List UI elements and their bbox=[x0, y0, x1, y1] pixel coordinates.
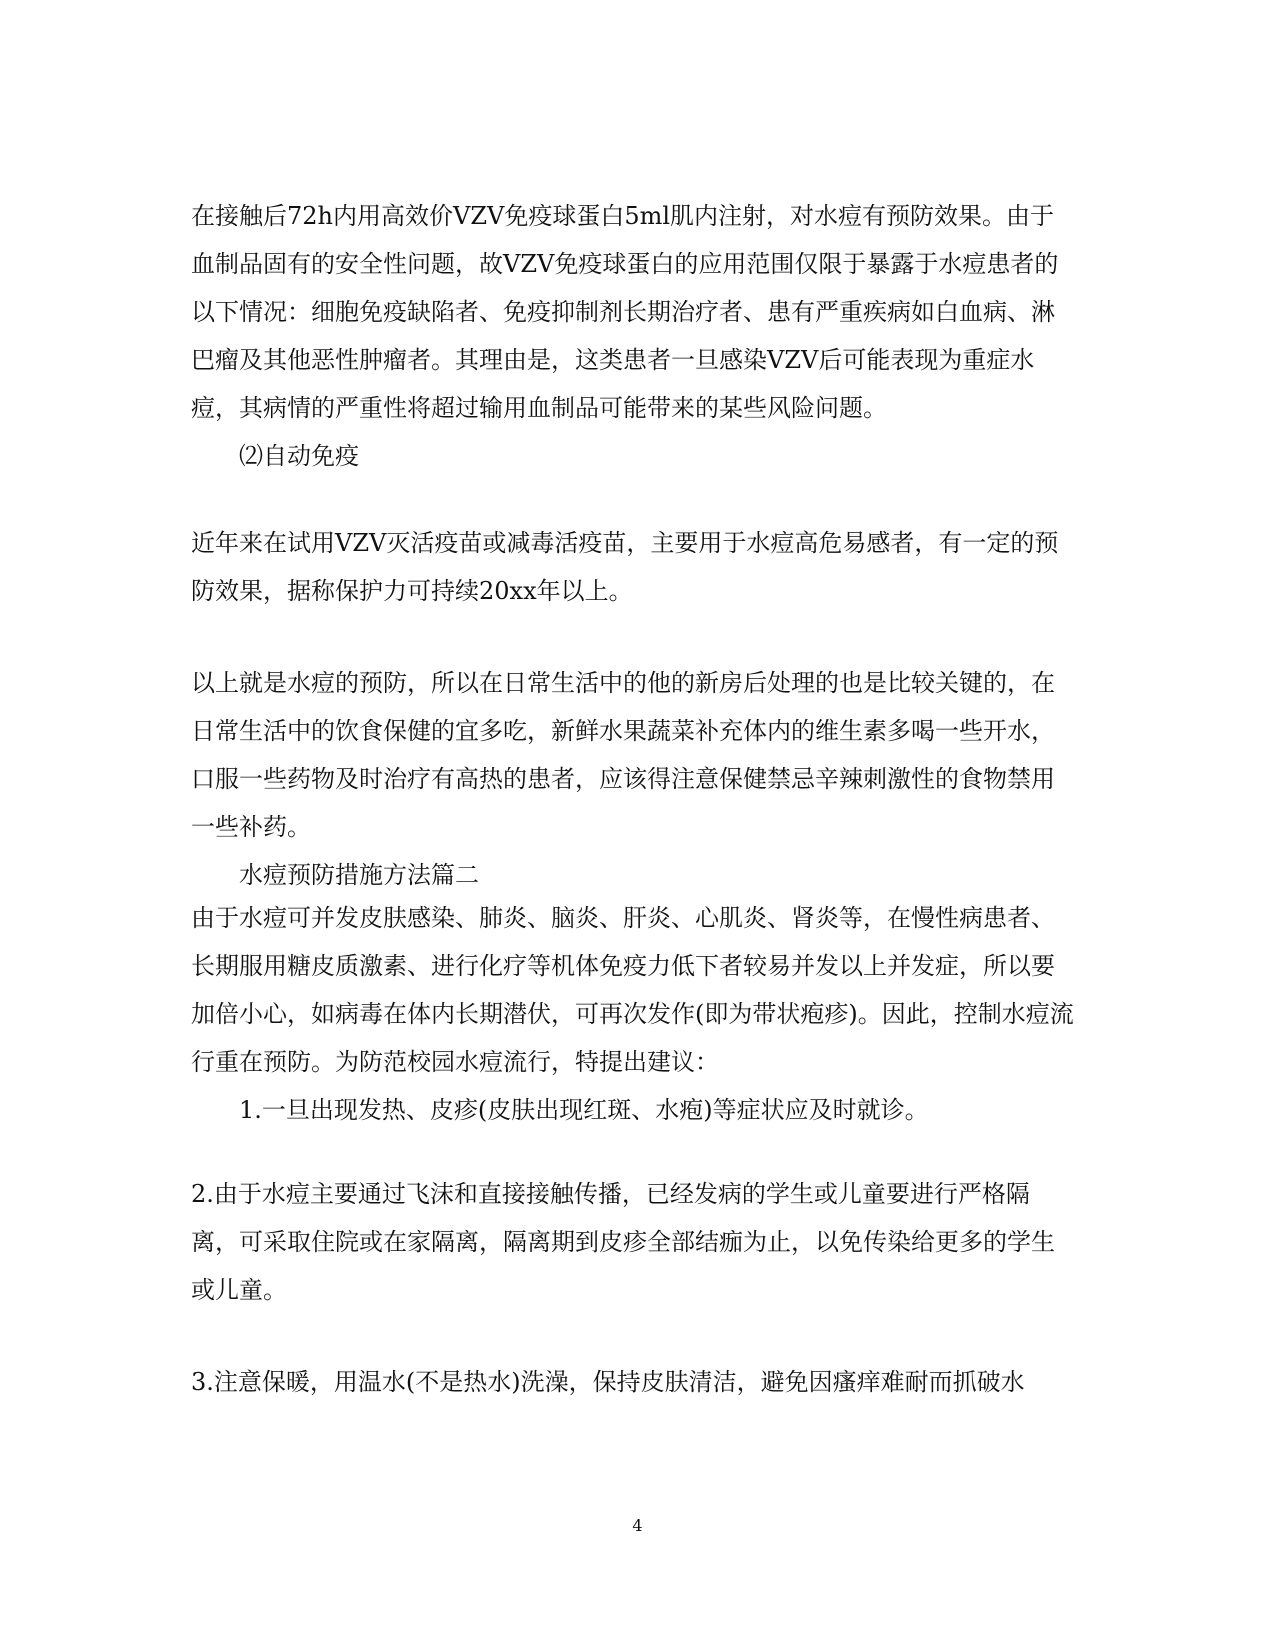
section-title-part-two: 水痘预防措施方法篇二 bbox=[239, 861, 479, 889]
paragraph-vzv-immunoglobulin: 在接触后72h内用高效价VZV免疫球蛋白5ml肌内注射，对水痘有预防效果。由于血制品固有的安全性问题，故VZV免疫球蛋白的应用范围仅限于暴露于水痘患者的以下情况：细胞免疫缺陷者、免疫抑制剂长期治疗者、患有严重疾病如白血病、淋巴瘤及其他恶性肿瘤者。其理由是，这类患者一旦感染VZV后可能表现为重症水痘，其病情的严重性将超过输用血制品可能带来的某些风险问题。 bbox=[191, 202, 1059, 422]
list-item-3: 3.注意保暖，用温水(不是热水)洗澡，保持皮肤清洁，避免因瘙痒难耐而抓破水 bbox=[191, 1368, 1025, 1396]
paragraph-daily-care: 以上就是水痘的预防，所以在日常生活中的他的新房后处理的也是比较关键的，在日常生活中的饮食保健的宜多吃，新鲜水果蔬菜补充体内的维生素多喝一些开水，口服一些药物及时治疗有高热的患者，应该得注意保健禁忌辛辣刺激性的食物禁用一些补药。 bbox=[191, 669, 1055, 841]
page-number: 4 bbox=[632, 1516, 643, 1535]
paragraph-complications: 由于水痘可并发皮肤感染、肺炎、脑炎、肝炎、心肌炎、肾炎等，在慢性病患者、长期服用糖皮质激素、进行化疗等机体免疫力低下者较易并发以上并发症，所以要加倍小心，如病毒在体内长期潜伏，可再次发作(即为带状疱疹)。因此，控制水痘流行重在预防。为防范校园水痘流行，特提出建议： bbox=[191, 904, 1074, 1076]
heading-active-immunization: ⑵自动免疫 bbox=[239, 442, 359, 470]
paragraph-vaccine: 近年来在试用VZV灭活疫苗或减毒活疫苗，主要用于水痘高危易感者，有一定的预防效果，据称保护力可持续20xx年以上。 bbox=[191, 529, 1059, 605]
list-item-1: 1.一旦出现发热、皮疹(皮肤出现红斑、水疱)等症状应及时就诊。 bbox=[239, 1096, 929, 1124]
list-item-2: 2.由于水痘主要通过飞沫和直接接触传播，已经发病的学生或儿童要进行严格隔离，可采取住院或在家隔离，隔离期到皮疹全部结痂为止，以免传染给更多的学生或儿童。 bbox=[191, 1180, 1055, 1304]
